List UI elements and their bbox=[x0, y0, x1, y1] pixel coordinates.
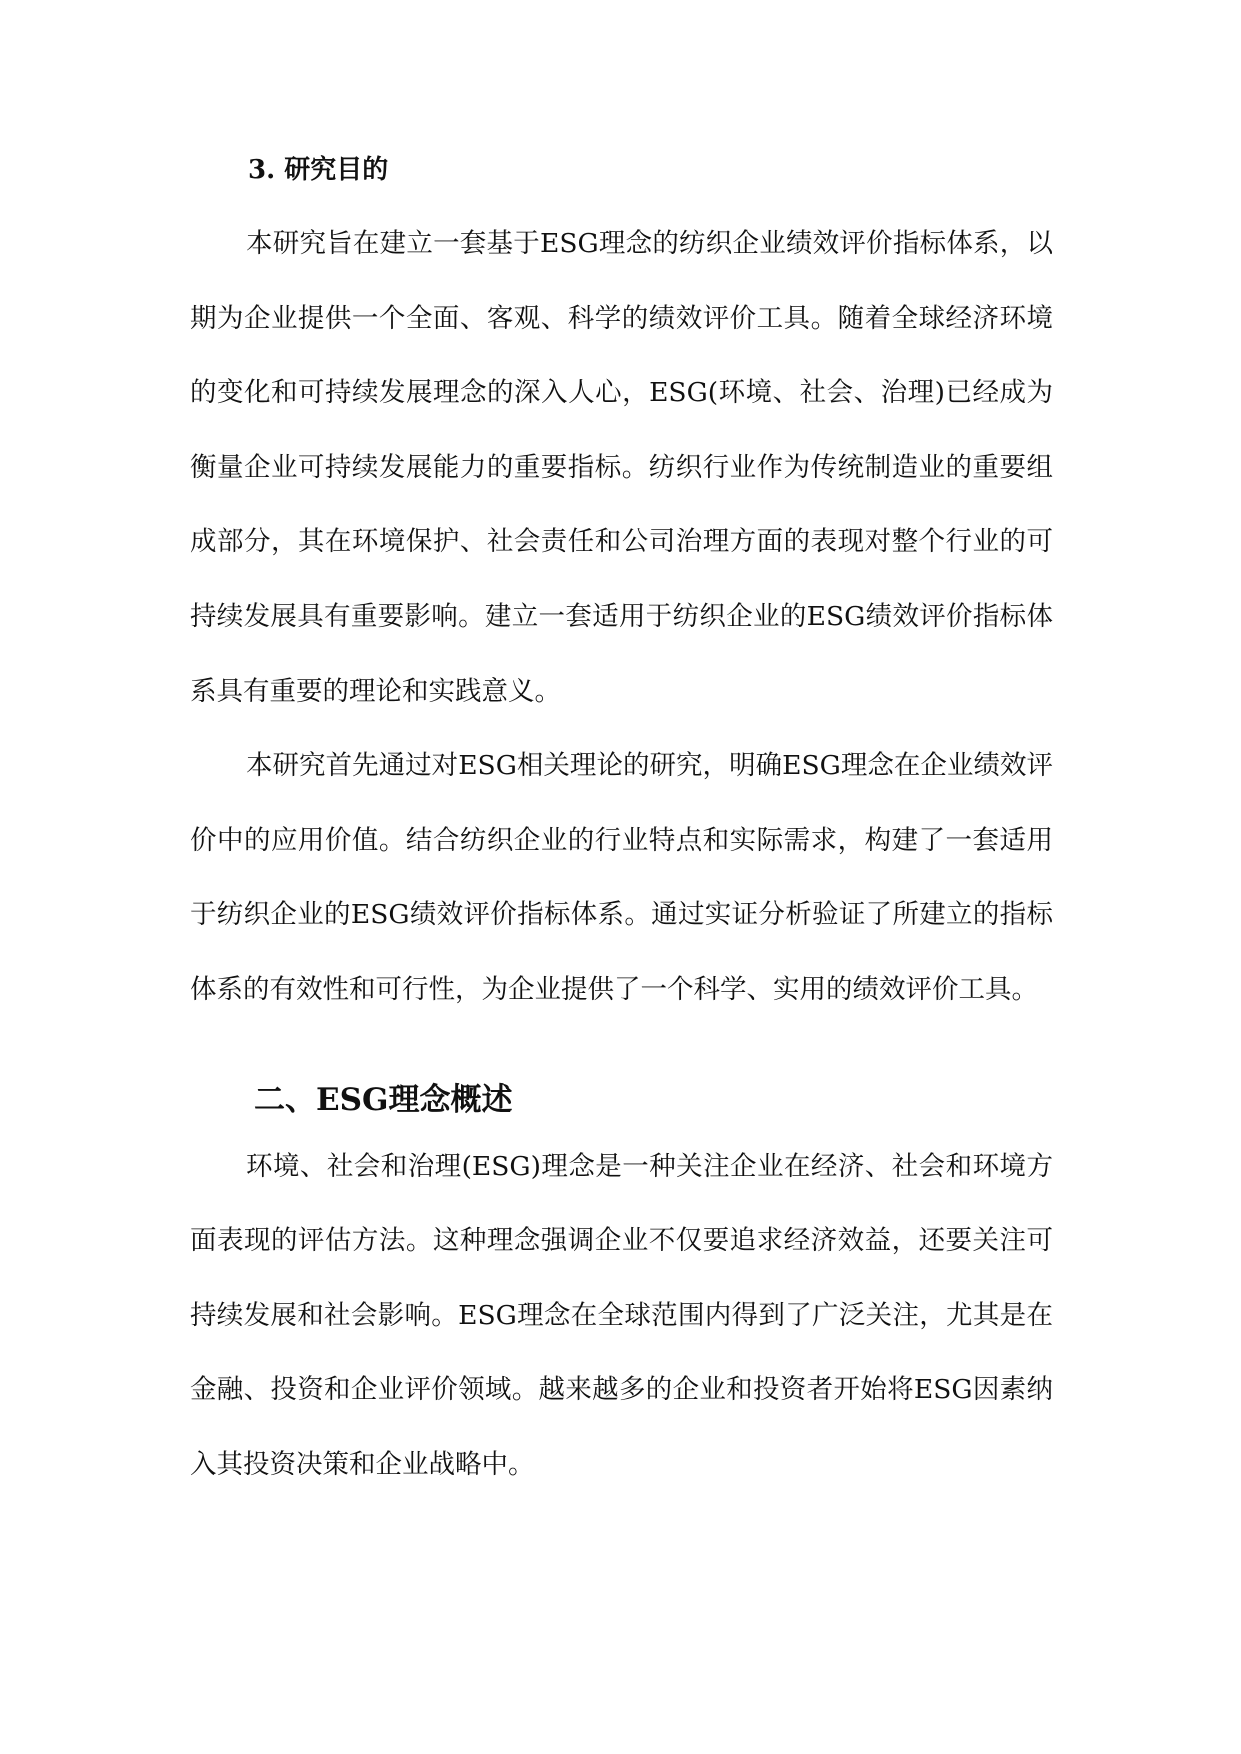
section-heading-research-purpose: 3. 研究目的 bbox=[248, 155, 389, 185]
paragraph-research-purpose-2: 本研究首先通过对ESG相关理论的研究，明确ESG理念在企业绩效评价中的应用价值。结合纺织企业的行业特点和实际需求，构建了一套适用于纺织企业的ESG绩效评价指标体系。通过实证分析验证了所建立的指标体系的有效性和可行性，为企业提供了一个科学、实用的绩效评价工具。 bbox=[190, 750, 1053, 1005]
paragraph-research-purpose-1: 本研究旨在建立一套基于ESG理念的纺织企业绩效评价指标体系，以期为企业提供一个全面、客观、科学的绩效评价工具。随着全球经济环境的变化和可持续发展理念的深入人心，ESG(环境、社会、治理)已经成为衡量企业可持续发展能力的重要指标。纺织行业作为传统制造业的重要组成部分，其在环境保护、社会责任和公司治理方面的表现对整个行业的可持续发展具有重要影响。建立一套适用于纺织企业的ESG绩效评价指标体系具有重要的理论和实践意义。 bbox=[190, 228, 1053, 707]
chapter-heading-esg-overview: 二、ESG理念概述 bbox=[254, 1081, 513, 1118]
paragraph-esg-overview-1: 环境、社会和治理(ESG)理念是一种关注企业在经济、社会和环境方面表现的评估方法。这种理念强调企业不仅要追求经济效益，还要关注可持续发展和社会影响。ESG理念在全球范围内得到了广泛关注，尤其是在金融、投资和企业评价领域。越来越多的企业和投资者开始将ESG因素纳入其投资决策和企业战略中。 bbox=[190, 1150, 1053, 1480]
